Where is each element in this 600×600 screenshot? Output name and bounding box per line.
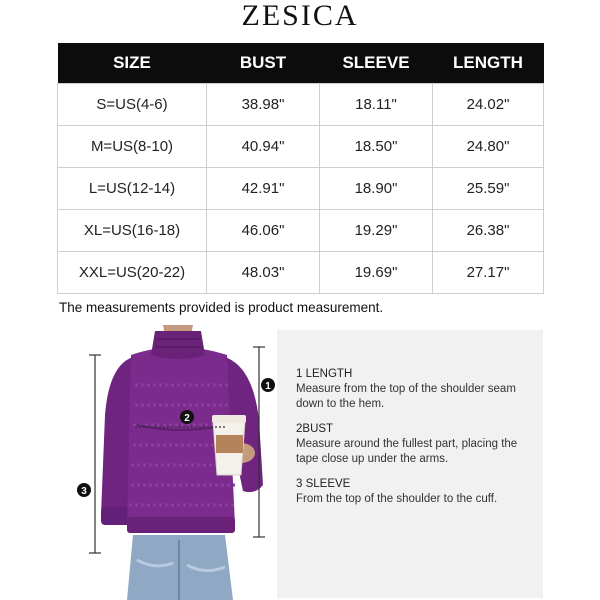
table-row: [58, 209, 544, 251]
cell-sleeve: 18.90": [320, 167, 433, 209]
coffee-cup-icon: [212, 415, 246, 475]
cell-size: XL=US(16-18): [58, 209, 207, 251]
sweater-model-illustration: [75, 325, 280, 600]
cell-bust: 48.03": [207, 251, 320, 293]
table-row: [58, 83, 544, 125]
guide-title: LENGTH: [305, 368, 353, 380]
guide-length: [296, 367, 531, 412]
marker-3: 3: [81, 486, 87, 497]
guide-number: 2: [296, 423, 303, 435]
cell-length: 26.38": [433, 209, 544, 251]
guide-title: SLEEVE: [305, 478, 351, 490]
size-chart-table: [57, 43, 544, 294]
cell-sleeve: 19.29": [320, 209, 433, 251]
table-row: [58, 251, 544, 293]
measurement-note: The measurements provided is product measurement.: [59, 300, 384, 315]
guide-number: 3: [296, 478, 303, 490]
table-header-row: [58, 43, 544, 83]
cell-sleeve: 18.50": [320, 125, 433, 167]
header-size: SIZE: [58, 43, 207, 83]
header-length: LENGTH: [433, 43, 544, 83]
measurement-guide-panel: [277, 330, 543, 598]
cell-length: 24.02": [433, 83, 544, 125]
cell-sleeve: 18.11": [320, 83, 433, 125]
cell-bust: 40.94": [207, 125, 320, 167]
cell-bust: 38.98": [207, 83, 320, 125]
guide-sleeve: [296, 477, 536, 507]
guide-title: BUST: [302, 423, 334, 435]
marker-2: 2: [184, 413, 190, 424]
table-row: [58, 167, 544, 209]
cell-sleeve: 19.69": [320, 251, 433, 293]
model-photo: [75, 325, 280, 600]
header-sleeve: SLEEVE: [320, 43, 433, 83]
guide-bust: [296, 422, 536, 467]
cell-size: S=US(4-6): [58, 83, 207, 125]
header-bust: BUST: [207, 43, 320, 83]
cell-size: M=US(8-10): [58, 125, 207, 167]
cell-length: 27.17": [433, 251, 544, 293]
marker-1: 1: [265, 381, 271, 392]
cell-size: XXL=US(20-22): [58, 251, 207, 293]
cell-size: L=US(12-14): [58, 167, 207, 209]
cell-bust: 42.91": [207, 167, 320, 209]
brand-logo: ZESICA: [241, 0, 359, 32]
guide-text: Measure from the top of the shoulder seam down to the hem.: [296, 383, 516, 410]
guide-text: Measure around the fullest part, placing the tape close up under the arms.: [296, 438, 518, 465]
guide-text: From the top of the shoulder to the cuff.: [296, 493, 498, 505]
cell-length: 25.59": [433, 167, 544, 209]
cell-length: 24.80": [433, 125, 544, 167]
guide-number: 1: [296, 368, 303, 380]
table-row: [58, 125, 544, 167]
cell-bust: 46.06": [207, 209, 320, 251]
